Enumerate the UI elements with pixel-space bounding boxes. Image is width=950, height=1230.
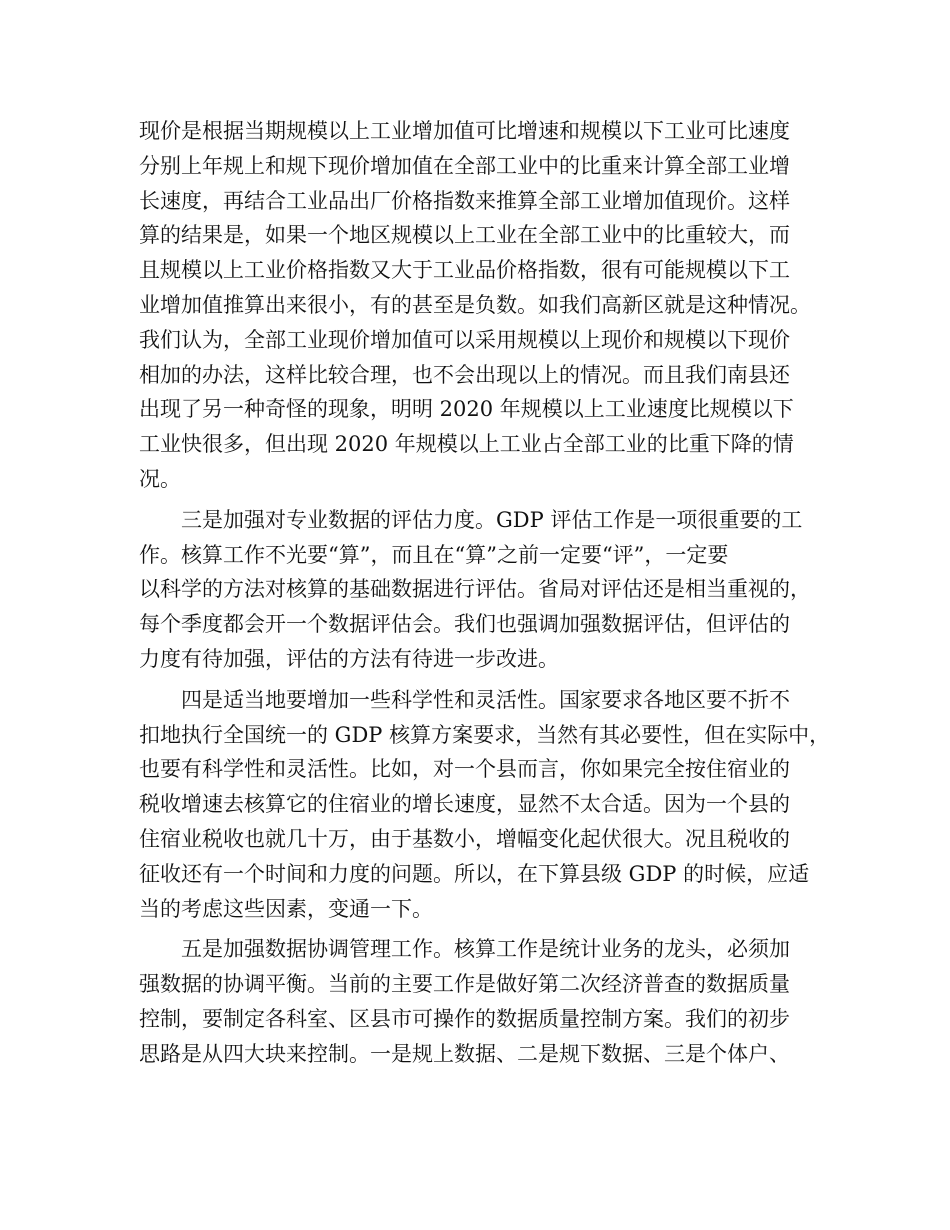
text-line: 出现了另一种奇怪的现象，明明 2020 年规模以上工业速度比规模以下 (139, 397, 794, 422)
text-line: 力度有待加强，评估的方法有待进一步改进。 (139, 646, 559, 671)
paragraph-first-line: 三是加强对专业数据的评估力度。GDP 评估工作是一项很重要的工 (181, 507, 803, 532)
paragraph-first-line: 五是加强数据协调管理工作。核算工作是统计业务的龙头，必须加 (181, 937, 790, 962)
text-line: 思路是从四大块来控制。一是规上数据、二是规下数据、三是个体户、 (139, 1041, 790, 1066)
text-line: 工业快很多，但出现 2020 年规模以上工业占全部工业的比重下降的情 (139, 432, 794, 457)
text-line: 业增加值推算出来很小，有的甚至是负数。如我们高新区就是这种情况。 (139, 292, 811, 317)
text-line: 作。核算工作不光要“算”，而且在“算”之前一定要“评”，一定要 (139, 542, 729, 567)
text-line: 相加的办法，这样比较合理，也不会出现以上的情况。而且我们南县还 (139, 362, 790, 387)
text-line: 且规模以上工业价格指数又大于工业品价格指数，很有可能规模以下工 (139, 258, 790, 283)
text-line: 现价是根据当期规模以上工业增加值可比增速和规模以下工业可比速度 (139, 119, 790, 143)
paragraph-first-line: 四是适当地要增加一些科学性和灵活性。国家要求各地区要不折不 (181, 687, 790, 712)
text-line: 也要有科学性和灵活性。比如，对一个县而言，你如果完全按住宿业的 (139, 757, 790, 782)
text-line: 每个季度都会开一个数据评估会。我们也强调加强数据评估，但评估的 (139, 612, 790, 637)
text-line: 分别上年规上和规下现价增加值在全部工业中的比重来计算全部工业增 (139, 153, 790, 178)
text-line: 长速度，再结合工业品出厂价格指数来推算全部工业增加值现价。这样 (139, 188, 790, 213)
text-line: 控制，要制定各科室、区县市可操作的数据质量控制方案。我们的初步 (139, 1006, 790, 1031)
text-line: 算的结果是，如果一个地区规模以上工业在全部工业中的比重较大，而 (139, 223, 790, 248)
text-line: 强数据的协调平衡。当前的主要工作是做好第二次经济普查的数据质量 (139, 972, 790, 997)
text-line: 税收增速去核算它的住宿业的增长速度，显然不太合适。因为一个县的 (139, 792, 790, 817)
text-line: 住宿业税收也就几十万，由于基数小，增幅变化起伏很大。况且税收的 (139, 826, 790, 851)
text-line: 况。 (139, 466, 181, 491)
text-line: 当的考虑这些因素，变通一下。 (139, 896, 433, 921)
text-line: 以科学的方法对核算的基础数据进行评估。省局对评估还是相当重视的， (139, 577, 811, 602)
text-line: 征收还有一个时间和力度的问题。所以，在下算县级 GDP 的时候，应适 (139, 861, 810, 886)
text-line: 扣地执行全国统一的 GDP 核算方案要求，当然有其必要性，但在实际中， (139, 722, 831, 747)
text-line: 我们认为，全部工业现价增加值可以采用规模以上现价和规模以下现价 (139, 327, 790, 352)
document-body (139, 114, 831, 1072)
